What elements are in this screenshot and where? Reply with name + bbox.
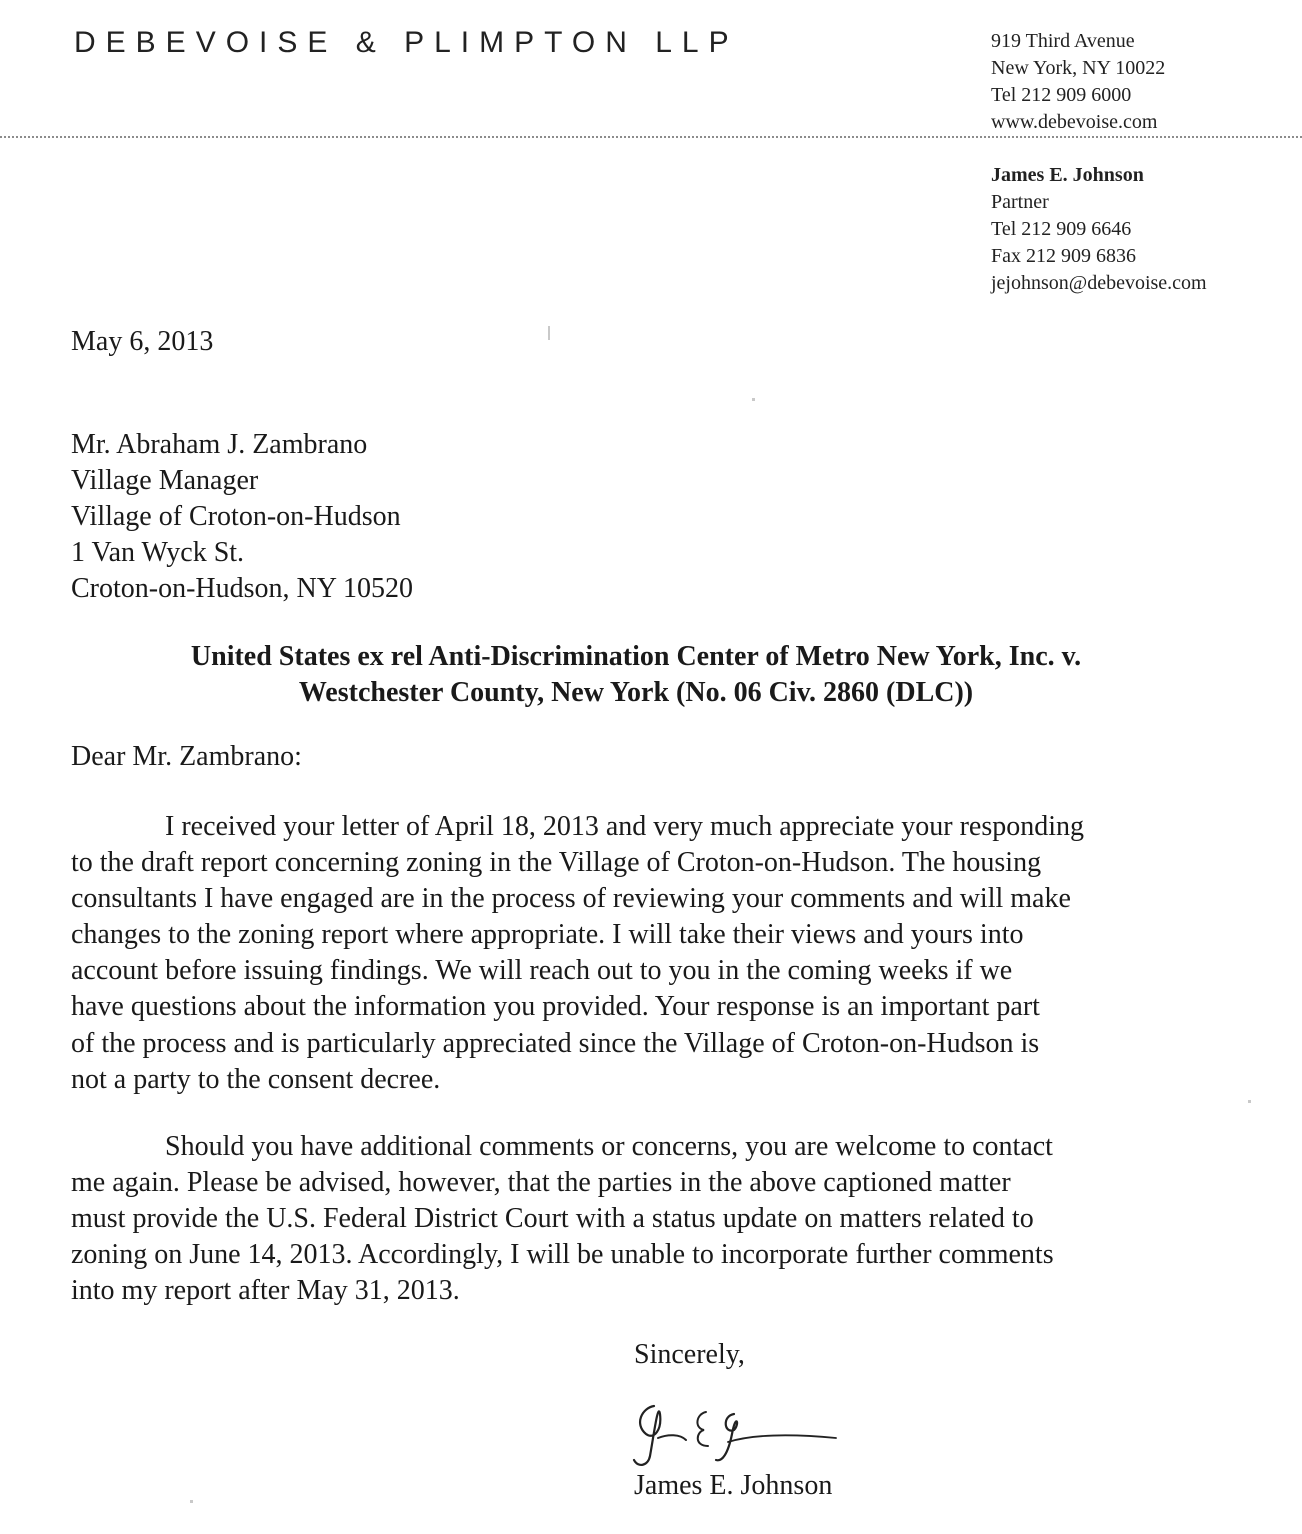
paragraph-line: into my report after May 31, 2013. [71, 1275, 460, 1307]
subject-line: United States ex rel Anti-Discrimination Center of Metro New York, Inc. v. [190, 641, 1082, 672]
letterhead-divider [0, 136, 1302, 138]
scan-speck [190, 1500, 193, 1503]
paragraph-line: of the process and is particularly appreciated since the Village of Croton-on-Hudson is [71, 1027, 1040, 1059]
subject-heading [71, 639, 1201, 711]
sender-name: James E. Johnson [991, 164, 1144, 186]
address-line: Tel 212 909 6000 [991, 84, 1132, 106]
closing: Sincerely, [634, 1339, 745, 1370]
paragraph-line: have questions about the information you provided. Your response is an important part [71, 991, 1040, 1023]
address-line: 919 Third Avenue [991, 30, 1135, 52]
sender-fax: Fax 212 909 6836 [991, 245, 1136, 267]
salutation: Dear Mr. Zambrano: [71, 741, 302, 772]
scan-speck [752, 398, 755, 401]
paragraph-line: changes to the zoning report where appropriate. I will take their views and yours into [71, 919, 1024, 951]
recipient-line: Croton-on-Hudson, NY 10520 [71, 573, 413, 604]
subject-line: Westchester County, New York (No. 06 Civ. 2860 (DLC)) [298, 677, 974, 708]
sender-contact-block [991, 162, 1207, 297]
signer-name: James E. Johnson [634, 1470, 833, 1501]
body-paragraph-1 [71, 809, 1211, 1098]
paragraph-line: zoning on June 14, 2013. Accordingly, I will be unable to incorporate further comments [71, 1239, 1054, 1271]
recipient-address [71, 427, 413, 607]
paragraph-line: consultants I have engaged are in the process of reviewing your comments and will make [71, 883, 1071, 915]
address-line: New York, NY 10022 [991, 57, 1166, 79]
sender-title: Partner [991, 191, 1049, 213]
paragraph-line: Should you have additional comments or concerns, you are welcome to contact [165, 1131, 1053, 1162]
letter-date: May 6, 2013 [71, 326, 214, 357]
sender-email: jejohnson@debevoise.com [991, 272, 1207, 294]
firm-address-block [991, 28, 1165, 136]
paragraph-line: must provide the U.S. Federal District Court with a status update on matters related to [71, 1203, 1034, 1235]
paragraph-line: account before issuing findings. We will reach out to you in the coming weeks if we [71, 955, 1013, 987]
recipient-line: Village of Croton-on-Hudson [71, 501, 401, 532]
paragraph-line: not a party to the consent decree. [71, 1063, 441, 1095]
paragraph-line: me again. Please be advised, however, that the parties in the above captioned matter [71, 1167, 1011, 1199]
handwritten-signature [624, 1394, 854, 1474]
sender-tel: Tel 212 909 6646 [991, 218, 1132, 240]
paragraph-line: to the draft report concerning zoning in the Village of Croton-on-Hudson. The housing [71, 847, 1042, 879]
recipient-line: 1 Van Wyck St. [71, 537, 245, 568]
body-paragraph-2 [71, 1129, 1211, 1309]
paragraph-line: I received your letter of April 18, 2013 and very much appreciate your responding [165, 811, 1085, 842]
recipient-line: Mr. Abraham J. Zambrano [71, 429, 368, 460]
recipient-line: Village Manager [71, 465, 259, 496]
scan-speck [1248, 1100, 1251, 1103]
scan-speck [548, 326, 550, 340]
firm-website: www.debevoise.com [991, 111, 1158, 133]
firm-name: DEBEVOISE & PLIMPTON LLP [74, 26, 739, 59]
